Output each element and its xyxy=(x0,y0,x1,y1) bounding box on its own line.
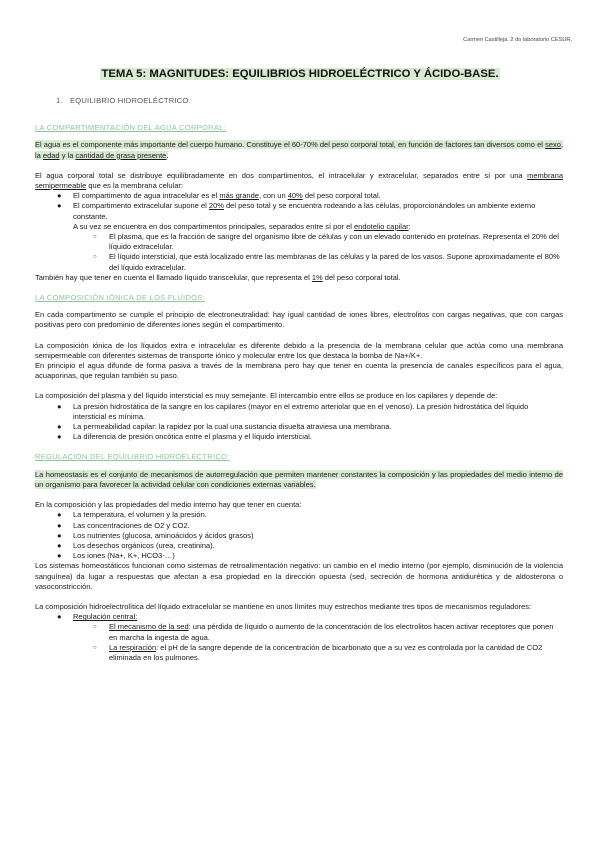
bullet-icon: ● xyxy=(57,432,62,442)
sublist-item: ○ El mecanismo de la sed: una pérdida de líquido o aumento de la concentración de los electrolitos hacen activar receptores que ponen en marcha la ingesta de agua. xyxy=(93,622,554,642)
paragraph-medio-interno: En la composición y las propiedades del medio interno hay que tener en cuenta: xyxy=(35,500,302,510)
bullet-icon: ● xyxy=(57,540,62,550)
sublist-item: ○ El plasma, que es la fracción de sangre del organismo libre de células y con un elevado contenido en proteínas. Representa el 20% del líquido extracelular. xyxy=(93,232,559,252)
list-compartimentos xyxy=(35,191,563,222)
bullet-icon: ● xyxy=(57,401,62,411)
list-item: ● La permeabilidad capilar: la rapidez por la cual una sustancia disuelta atraviesa una membrana. xyxy=(57,422,392,432)
sublist-item: ○ La respiración: el pH de la sangre depende de la concentración de bicarbonato que a su vez es controlada por la cantidad de CO2 eliminada en los pulmones. xyxy=(93,642,543,662)
list-item: ● La temperatura, el volumen y la presión. xyxy=(57,510,207,520)
list-item: ● La presión hidrostática de la sangre en los capilares (mayor en el extremo arteriolar que en el venoso). La presión hidrostática del líquido intersticial es mínima. xyxy=(57,401,529,421)
page-title: TEMA 5: MAGNITUDES: EQUILIBRIOS HIDROELÉCTRICO Y ÁCIDO-BASE. xyxy=(101,68,499,80)
list-item: ● El compartimento de agua intracelular es el más grande, con un 40% del peso corporal total. xyxy=(57,191,381,201)
circle-bullet-icon: ○ xyxy=(93,254,97,261)
list-item: ● Regulación central: xyxy=(57,612,138,622)
list-item: ● Los nutrientes (glucosa, aminoácidos y ácidos grasos) xyxy=(57,530,254,540)
section-label: EQUILIBRIO HIDROELÉCTRICO. xyxy=(70,96,191,105)
highlighted-text: El agua es el componente más importante del cuerpo humano. Constituye el 60-70% del peso corporal total, en función de factores tan diversos como el sexo, la edad y la cantidad de grasa presente. xyxy=(35,140,563,160)
list-item: ● El compartimento extracelular supone el 20% del peso total y se encuentra rodeando a las células, proporcionándoles un ambiente externo constante. xyxy=(57,201,536,221)
document-body xyxy=(35,96,563,663)
heading-composicion-ionica: LA COMPOSICIÓN IÓNICA DE LOS FLUIDOS: xyxy=(35,293,205,303)
section-number: 1. xyxy=(56,96,63,105)
bullet-icon: ● xyxy=(57,520,62,530)
sublist-item: ○ El líquido intersticial, que está localizado entre las membranas de las células y la pared de los vasos. Supone aproximadamente el 80% del líquido extracelular. xyxy=(93,252,560,272)
list-item: ● Las concentraciones de O2 y CO2. xyxy=(57,520,190,530)
paragraph-composicion-ionica: La composición iónica de los líquidos extra e intracelular es diferente debido a la presencia de la membrana celular que actúa como una membrana semipermeable con diferentes sistemas de transporte iónico y molecular entre los que destaca la bomba de Na+/K+. xyxy=(35,340,563,360)
paragraph-homeostasis xyxy=(35,470,563,490)
highlighted-text: La homeostasis es el conjunto de mecanismos de autorregulación que permiten mantener constantes la composición y las propiedades del medio interno de un organismo para favorecer la actividad celular con condiciones externas variables. xyxy=(35,469,563,489)
bullet-icon: ● xyxy=(57,551,62,561)
bullet-icon: ● xyxy=(57,510,62,520)
paragraph-plasma-intersticial: La composición del plasma y del líquido intersticial es muy semejante. El intercambio entre ellos se produce en los capilares y depende de: xyxy=(35,391,498,401)
list-intercambio xyxy=(35,402,563,443)
paragraph-agua xyxy=(35,140,563,160)
sub-intro: A su vez se encuentra en dos compartimentos principales, separados entre sí por el endotelio capilar: xyxy=(73,221,411,231)
circle-bullet-icon: ○ xyxy=(93,624,97,631)
list-item: ● La diferencia de presión oncótica entre el plasma y el líquido intersticial. xyxy=(57,432,312,442)
list-item: ● Los desechos orgánicos (urea, creatinina). xyxy=(57,540,215,550)
sublist-extracelular xyxy=(35,232,563,273)
list-item: ● Los iones (Na+, K+, HCO3-…) xyxy=(57,551,175,561)
paragraph-mecanismos: La composición hidroelectrolítica del líquido extracelular se mantiene en unos límites muy estrechos mediante tres tipos de mecanismos reguladores: xyxy=(35,601,532,611)
paragraph-transcelular: También hay que tener en cuenta el llamado líquido transcelular, que representa el 1% del peso corporal total. xyxy=(35,272,401,282)
paragraph-retroalimentacion: Los sistemas homeostáticos funcionan como sistemas de retroalimentación negativo: un cambio en el medio interno (por ejemplo, disminución de la violencia sanguínea) da lugar a respuestas que afectan a esa propiedad en la dirección opuesta (sed, secreción de hormona antidiurética y de aldosterona o vasoconstricción. xyxy=(35,561,563,591)
bullet-icon: ● xyxy=(57,530,62,540)
section-heading-1 xyxy=(56,96,563,106)
heading-regulacion: REGULACIÓN DEL EQUILIBRIO HIDROELÉCTRICO: xyxy=(35,452,230,462)
paragraph-acuaporinas: En principio el agua difunde de forma pasiva a través de la membrana pero hay que tener en cuenta la presencia de canales específicos para el agua, acuaporinas, que regulan también su paso. xyxy=(35,361,563,381)
bullet-icon: ● xyxy=(57,191,62,201)
list-medio-interno xyxy=(35,510,563,561)
circle-bullet-icon: ○ xyxy=(93,234,97,241)
bullet-icon: ● xyxy=(57,201,62,211)
sublist-regulacion-central xyxy=(35,622,563,663)
bullet-icon: ● xyxy=(57,422,62,432)
paragraph-distribucion: El agua corporal total se distribuye equilibradamente en dos compartimentos, el intracelular y extracelular, separados entre sí por una membrana semipermeable que es la membrana celular: xyxy=(35,170,563,191)
circle-bullet-icon: ○ xyxy=(93,644,97,651)
bullet-icon: ● xyxy=(57,612,62,622)
header-note: Carmen Castilleja. 2 do laboratorio CESUR. xyxy=(463,37,572,43)
heading-compartimentacion: LA COMPARTIMENTACIÓN DEL AGUA CORPORAL: xyxy=(35,123,227,133)
paragraph-electroneutralidad: En cada compartimento se cumple el principio de electroneutralidad: hay igual cantidad de iones libres, electrolitos con cargas negativas, que con cargas positivas pero con predominio de diferentes iones según el compartimento. xyxy=(35,310,563,330)
page-title-block xyxy=(0,64,600,82)
list-mecanismos xyxy=(35,612,563,622)
